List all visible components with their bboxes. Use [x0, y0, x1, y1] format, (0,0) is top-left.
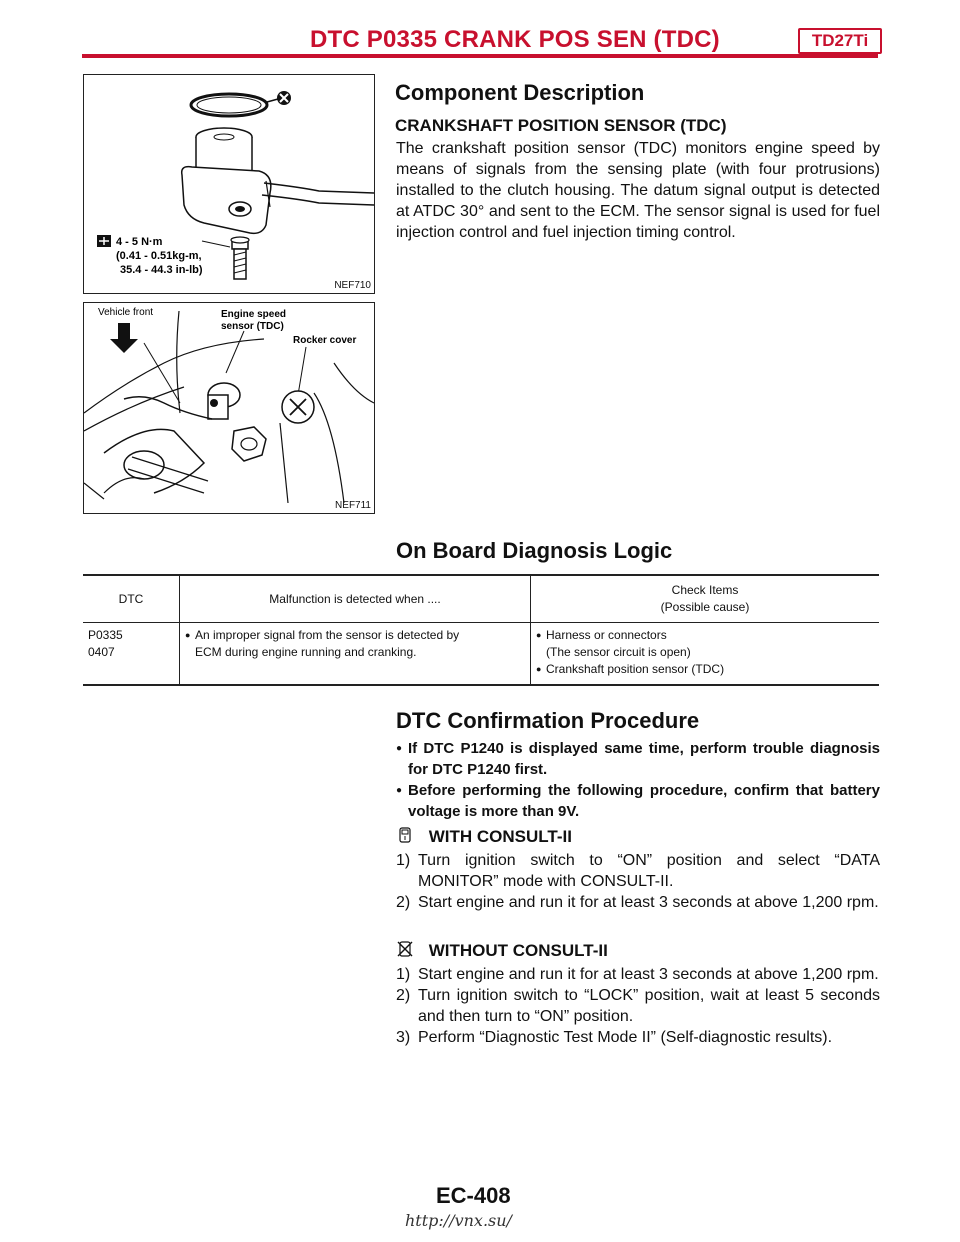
note-text: If DTC P1240 is displayed same time, perform trouble diagnosis for DTC P1240 first.: [408, 740, 880, 778]
no-consult-tool-icon: [396, 940, 414, 958]
vehicle-front-arrow-icon: [110, 323, 138, 353]
step-text: Start engine and run it for at least 3 seconds at above 1,200 rpm.: [418, 966, 879, 983]
list-item: [396, 780, 880, 822]
figure-code: NEF710: [334, 280, 371, 291]
figure-sensor-diagram: [83, 74, 375, 294]
obd-logic-table: [83, 574, 879, 686]
label-sensor-tdc: sensor (TDC): [221, 321, 284, 332]
engine-model-badge: TD27Ti: [798, 28, 882, 54]
list-item: [396, 850, 880, 892]
note-text: Before performing the following procedure, confirm that battery voltage is more than 9V.: [408, 782, 880, 820]
col-header-dtc: DTC: [83, 575, 180, 623]
check-item-2: Crankshaft position sensor (TDC): [546, 662, 725, 676]
with-consult-steps: [396, 850, 880, 913]
engine-location-illustration: [84, 303, 374, 513]
page-header-title: DTC P0335 CRANK POS SEN (TDC): [310, 26, 720, 53]
step-text: Perform “Diagnostic Test Mode II” (Self-diagnostic results).: [418, 1029, 833, 1046]
step-text: Turn ignition switch to “ON” position and select “DATA MONITOR” mode with CONSULT-II.: [418, 852, 880, 890]
bullet-icon: ●: [536, 630, 542, 640]
section-title-component: Component Description: [395, 80, 645, 105]
check-item-1: Harness or connectors: [546, 628, 667, 642]
label-engine-speed: Engine speed: [221, 309, 287, 320]
page-number: EC-408: [436, 1183, 511, 1208]
cell-dtc: [83, 623, 180, 686]
dtc-code-alt: 0407: [88, 645, 115, 659]
with-consult-label: WITH CONSULT-II: [428, 827, 572, 846]
step-number: 2): [396, 987, 411, 1004]
torque-value: 4 - 5 N·m: [116, 236, 163, 248]
bullet-icon: ●: [396, 785, 403, 796]
table-row: [83, 623, 879, 686]
section-title-obd-logic: On Board Diagnosis Logic: [396, 538, 673, 563]
step-text: Turn ignition switch to “LOCK” position, wait at least 5 seconds and then turn to “ON” position.: [418, 987, 880, 1025]
list-item: [396, 1027, 880, 1048]
step-number: 2): [396, 894, 411, 911]
without-consult-label: WITHOUT CONSULT-II: [428, 941, 608, 960]
replace-part-icon: [277, 91, 291, 105]
without-consult-steps: [396, 964, 880, 1048]
step-text: Start engine and run it for at least 3 seconds at above 1,200 rpm.: [418, 894, 879, 911]
label-rocker-cover: Rocker cover: [293, 335, 357, 346]
torque-inlb: 35.4 - 44.3 in-lb): [120, 264, 203, 276]
footer-link[interactable]: http://vnx.su/: [405, 1211, 512, 1230]
list-item: [396, 738, 880, 780]
bullet-icon: ●: [185, 630, 191, 640]
header-rule: [82, 54, 878, 58]
list-item: [396, 964, 880, 985]
list-item: [396, 985, 880, 1027]
confirmation-notes: [396, 738, 880, 822]
step-number: 1): [396, 966, 411, 983]
section-title-confirmation: DTC Confirmation Procedure: [396, 708, 700, 733]
torque-kgm: (0.41 - 0.51kg-m,: [116, 250, 202, 262]
malfunction-text-2: ECM during engine running and cranking.: [195, 645, 417, 659]
without-consult-heading: [396, 940, 608, 961]
cell-malfunction: [180, 623, 531, 686]
cell-check-items: [531, 623, 880, 686]
possible-cause-label: (Possible cause): [660, 600, 750, 614]
torque-wrench-icon: [97, 235, 111, 247]
bullet-icon: ●: [536, 664, 542, 674]
list-item: [396, 892, 880, 913]
component-description-text: The crankshaft position sensor (TDC) monitors engine speed by means of signals from the sensing plate (with four protrusions) installed to the clutch housing. The datum signal output is detected at ATDC 30° and sent to the ECM. The sensor signal is used for fuel injection control and fuel injection timing control.: [396, 140, 880, 241]
label-vehicle-front: Vehicle front: [98, 307, 154, 318]
col-header-malfunction: Malfunction is detected when ....: [180, 575, 531, 623]
dtc-code: P0335: [88, 628, 123, 642]
malfunction-text-1: An improper signal from the sensor is detected by: [195, 628, 460, 642]
sensor-illustration: [84, 75, 374, 293]
step-number: 3): [396, 1029, 411, 1046]
consult-tool-icon: [396, 826, 414, 844]
step-number: 1): [396, 852, 411, 869]
figure-code: NEF711: [335, 500, 371, 511]
col-header-check-items: [531, 575, 880, 623]
bullet-icon: ●: [396, 743, 403, 754]
subsection-title-crank-sensor: CRANKSHAFT POSITION SENSOR (TDC): [395, 116, 727, 135]
table-header-row: [83, 575, 879, 623]
with-consult-heading: [396, 826, 572, 847]
check-items-label: Check Items: [671, 583, 739, 597]
figure-sensor-location: [83, 302, 375, 514]
check-item-1-detail: (The sensor circuit is open): [546, 645, 691, 659]
